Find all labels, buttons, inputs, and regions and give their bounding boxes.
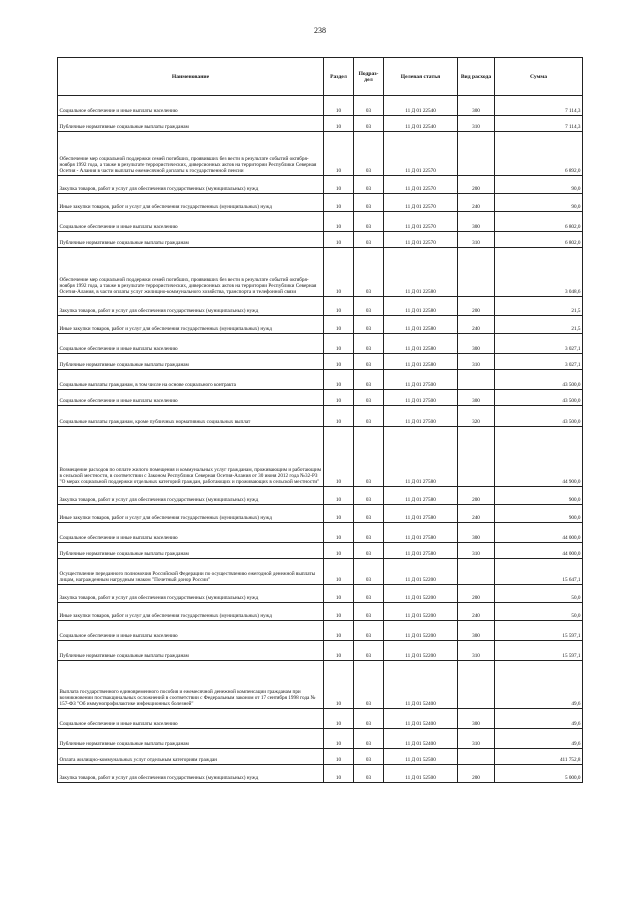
cell-razdel: 10 — [324, 406, 354, 427]
cell-sum: 43 500,0 — [495, 390, 583, 406]
table-row — [58, 505, 583, 523]
cell-target: 11 Д 01 22580 — [384, 354, 458, 370]
cell-target: 11 Д 01 52500 — [384, 765, 458, 783]
header-sum: Сумма — [495, 58, 583, 96]
cell-razdel: 10 — [324, 641, 354, 661]
table-row — [58, 729, 583, 749]
cell-podrazdel: 03 — [354, 621, 384, 641]
cell-razdel: 10 — [324, 194, 354, 212]
cell-vid: 200 — [458, 176, 495, 194]
cell-vid: 310 — [458, 232, 495, 248]
cell-sum: 49,6 — [495, 661, 583, 709]
cell-name: Осуществление переданного полномочия Российской Федерации по осуществлению ежегодной денежной выплаты лицам, награжденным нагрудным знаком "Почетный донор России" — [58, 559, 324, 585]
cell-sum: 50,0 — [495, 585, 583, 603]
cell-name: Публичные нормативные социальные выплаты гражданам — [58, 116, 324, 132]
cell-sum: 900,0 — [495, 487, 583, 505]
cell-vid: 310 — [458, 543, 495, 559]
table-row — [58, 248, 583, 297]
cell-sum: 43 500,0 — [495, 406, 583, 427]
table-row — [58, 709, 583, 729]
cell-vid: 200 — [458, 297, 495, 316]
cell-vid — [458, 370, 495, 390]
table-row — [58, 354, 583, 370]
cell-podrazdel: 03 — [354, 390, 384, 406]
cell-vid: 310 — [458, 116, 495, 132]
table-row — [58, 559, 583, 585]
cell-podrazdel: 03 — [354, 116, 384, 132]
table-row — [58, 585, 583, 603]
cell-vid: 310 — [458, 729, 495, 749]
cell-sum: 21,5 — [495, 316, 583, 334]
table-row — [58, 370, 583, 390]
cell-name: Обеспечение мер социальной поддержки семей погибших, проявивших без вести в результате событий октября-ноября 1992 года, а также в результате террористических, диверсионных актов на территории Республики Северная Осетия-Алания, в части оплаты услуг жилищно-коммунального хозяйства, транспорта и телефонной связи — [58, 248, 324, 297]
cell-razdel: 10 — [324, 621, 354, 641]
cell-name: Иные закупки товаров, работ и услуг для обеспечения государственных (муниципальных) нужд — [58, 505, 324, 523]
header-vid: Вид расхода — [458, 58, 495, 96]
cell-razdel: 10 — [324, 585, 354, 603]
cell-podrazdel: 03 — [354, 132, 384, 176]
cell-name: Обеспечение мер социальной поддержки семей погибших, проявивших без вести в результате событий октября-ноября 1992 года, а также в результате террористических, диверсионных актов на территории Республики Северная Осетия - Алания в части выплаты ежемесячной доплаты к государственной пенсии — [58, 132, 324, 176]
cell-name: Социальное обеспечение и иные выплаты населению — [58, 390, 324, 406]
cell-target: 11 Д 01 22540 — [384, 96, 458, 116]
cell-podrazdel: 03 — [354, 232, 384, 248]
cell-razdel: 10 — [324, 248, 354, 297]
table-row — [58, 523, 583, 543]
cell-name: Социальное обеспечение и иные выплаты населению — [58, 212, 324, 232]
cell-sum: 3 027,1 — [495, 334, 583, 354]
cell-vid: 200 — [458, 765, 495, 783]
cell-podrazdel: 03 — [354, 559, 384, 585]
cell-target: 11 Д 01 52200 — [384, 621, 458, 641]
cell-sum: 15 597,1 — [495, 621, 583, 641]
cell-vid: 300 — [458, 334, 495, 354]
cell-razdel: 10 — [324, 370, 354, 390]
cell-podrazdel: 03 — [354, 334, 384, 354]
cell-razdel: 10 — [324, 729, 354, 749]
cell-vid — [458, 749, 495, 765]
cell-target: 11 Д 01 22570 — [384, 176, 458, 194]
cell-sum: 900,0 — [495, 505, 583, 523]
cell-podrazdel: 03 — [354, 297, 384, 316]
cell-sum: 49,6 — [495, 729, 583, 749]
cell-razdel: 10 — [324, 523, 354, 543]
cell-podrazdel: 03 — [354, 487, 384, 505]
table-body — [58, 96, 583, 783]
header-name: Наименование — [58, 58, 324, 96]
cell-podrazdel: 03 — [354, 641, 384, 661]
cell-razdel: 10 — [324, 132, 354, 176]
table-row — [58, 132, 583, 176]
cell-podrazdel: 03 — [354, 212, 384, 232]
cell-name: Социальное обеспечение и иные выплаты населению — [58, 96, 324, 116]
cell-name: Закупка товаров, работ и услуг для обеспечения государственных (муниципальных) нужд — [58, 487, 324, 505]
cell-target: 11 Д 01 22580 — [384, 297, 458, 316]
cell-vid — [458, 559, 495, 585]
cell-name: Социальные выплаты гражданам, кроме публичных нормативных социальных выплат — [58, 406, 324, 427]
cell-razdel: 10 — [324, 354, 354, 370]
cell-razdel: 10 — [324, 212, 354, 232]
cell-name: Оплата жилищно-коммунальных услуг отдельным категориям граждан — [58, 749, 324, 765]
cell-sum: 49,6 — [495, 709, 583, 729]
cell-sum: 44 000,0 — [495, 543, 583, 559]
cell-target: 11 Д 01 27500 — [384, 406, 458, 427]
cell-podrazdel: 03 — [354, 661, 384, 709]
cell-sum: 7 114,3 — [495, 116, 583, 132]
table-row — [58, 390, 583, 406]
cell-name: Иные закупки товаров, работ и услуг для обеспечения государственных (муниципальных) нужд — [58, 603, 324, 621]
table-row — [58, 316, 583, 334]
cell-sum: 3 048,6 — [495, 248, 583, 297]
cell-name: Возмещение расходов по оплате жилого помещения и коммунальных услуг гражданам, проживающим и работающим в сельской местности, в соответствии с Законом Республики Северная Осетия-Алания от 30 июня 2012 года №32-РЗ "О мерах социальной поддержки отдельных категорий граждан, работающих и проживающих в сельской местности" — [58, 427, 324, 487]
cell-sum: 15 647,1 — [495, 559, 583, 585]
cell-podrazdel: 03 — [354, 585, 384, 603]
cell-sum: 3 027,1 — [495, 354, 583, 370]
table-row — [58, 487, 583, 505]
table-row — [58, 765, 583, 783]
cell-target: 11 Д 01 22570 — [384, 232, 458, 248]
cell-target: 11 Д 01 22570 — [384, 194, 458, 212]
cell-sum: 5 000,0 — [495, 765, 583, 783]
cell-name: Закупка товаров, работ и услуг для обеспечения государственных (муниципальных) нужд — [58, 585, 324, 603]
cell-target: 11 Д 01 27580 — [384, 523, 458, 543]
cell-razdel: 10 — [324, 316, 354, 334]
cell-name: Социальное обеспечение и иные выплаты населению — [58, 523, 324, 543]
cell-name: Публичные нормативные социальные выплаты гражданам — [58, 641, 324, 661]
cell-vid — [458, 427, 495, 487]
cell-target: 11 Д 01 52200 — [384, 641, 458, 661]
cell-name: Социальные выплаты гражданам, в том числе на основе социального контракта — [58, 370, 324, 390]
table-row — [58, 334, 583, 354]
cell-target: 11 Д 01 52500 — [384, 749, 458, 765]
cell-vid — [458, 661, 495, 709]
table-row — [58, 749, 583, 765]
cell-razdel: 10 — [324, 390, 354, 406]
cell-target: 11 Д 01 27500 — [384, 390, 458, 406]
cell-vid: 300 — [458, 390, 495, 406]
cell-name: Иные закупки товаров, работ и услуг для обеспечения государственных (муниципальных) нужд — [58, 316, 324, 334]
cell-name: Социальное обеспечение и иные выплаты населению — [58, 334, 324, 354]
cell-target: 11 Д 01 27580 — [384, 427, 458, 487]
cell-razdel: 10 — [324, 297, 354, 316]
cell-target: 11 Д 01 27500 — [384, 370, 458, 390]
cell-razdel: 10 — [324, 603, 354, 621]
cell-podrazdel: 03 — [354, 709, 384, 729]
cell-name: Закупка товаров, работ и услуг для обеспечения государственных (муниципальных) нужд — [58, 297, 324, 316]
cell-target: 11 Д 01 22570 — [384, 132, 458, 176]
cell-sum: 15 597,1 — [495, 641, 583, 661]
cell-podrazdel: 03 — [354, 505, 384, 523]
cell-name: Публичные нормативные социальные выплаты гражданам — [58, 729, 324, 749]
cell-razdel: 10 — [324, 116, 354, 132]
cell-podrazdel: 03 — [354, 406, 384, 427]
table-row — [58, 406, 583, 427]
cell-vid: 300 — [458, 96, 495, 116]
cell-podrazdel: 03 — [354, 354, 384, 370]
cell-vid: 300 — [458, 523, 495, 543]
table-row — [58, 116, 583, 132]
cell-razdel: 10 — [324, 709, 354, 729]
table-row — [58, 603, 583, 621]
cell-vid: 310 — [458, 354, 495, 370]
cell-target: 11 Д 01 22580 — [384, 334, 458, 354]
budget-table — [57, 57, 583, 783]
cell-vid: 320 — [458, 406, 495, 427]
table-header — [58, 58, 583, 96]
cell-target: 11 Д 01 52400 — [384, 661, 458, 709]
cell-podrazdel: 03 — [354, 316, 384, 334]
cell-podrazdel: 03 — [354, 543, 384, 559]
table-row — [58, 543, 583, 559]
cell-target: 11 Д 01 22540 — [384, 116, 458, 132]
cell-vid: 240 — [458, 316, 495, 334]
cell-name: Закупка товаров, работ и услуг для обеспечения государственных (муниципальных) нужд — [58, 176, 324, 194]
cell-razdel: 10 — [324, 176, 354, 194]
cell-name: Социальное обеспечение и иные выплаты населению — [58, 709, 324, 729]
cell-vid: 300 — [458, 212, 495, 232]
cell-vid: 200 — [458, 585, 495, 603]
table-row — [58, 641, 583, 661]
cell-podrazdel: 03 — [354, 194, 384, 212]
cell-target: 11 Д 01 27580 — [384, 505, 458, 523]
cell-target: 11 Д 01 27580 — [384, 543, 458, 559]
cell-sum: 90,0 — [495, 176, 583, 194]
cell-podrazdel: 03 — [354, 523, 384, 543]
cell-sum: 411 752,8 — [495, 749, 583, 765]
cell-sum: 6 802,0 — [495, 212, 583, 232]
cell-podrazdel: 03 — [354, 176, 384, 194]
cell-razdel: 10 — [324, 661, 354, 709]
cell-name: Закупка товаров, работ и услуг для обеспечения государственных (муниципальных) нужд — [58, 765, 324, 783]
cell-podrazdel: 03 — [354, 749, 384, 765]
cell-razdel: 10 — [324, 232, 354, 248]
cell-name: Публичные нормативные социальные выплаты гражданам — [58, 232, 324, 248]
cell-name: Выплата государственного единовременного пособия и ежемесячной денежной компенсации гражданам при возникновении поствакцинальных осложнений в соответствии с Федеральным законом от 17 сентября 1998 года № 157-ФЗ "Об иммунопрофилактике инфекционных болезней" — [58, 661, 324, 709]
cell-podrazdel: 03 — [354, 427, 384, 487]
cell-razdel: 10 — [324, 96, 354, 116]
table-row — [58, 194, 583, 212]
cell-razdel: 10 — [324, 543, 354, 559]
cell-vid — [458, 132, 495, 176]
cell-sum: 44 900,0 — [495, 427, 583, 487]
cell-name: Публичные нормативные социальные выплаты гражданам — [58, 354, 324, 370]
cell-sum: 21,5 — [495, 297, 583, 316]
cell-vid: 310 — [458, 641, 495, 661]
table-row — [58, 621, 583, 641]
cell-sum: 6 892,0 — [495, 132, 583, 176]
table-row — [58, 212, 583, 232]
cell-vid: 240 — [458, 603, 495, 621]
cell-vid: 240 — [458, 194, 495, 212]
cell-target: 11 Д 01 22570 — [384, 212, 458, 232]
cell-podrazdel: 03 — [354, 370, 384, 390]
cell-vid — [458, 248, 495, 297]
cell-sum: 50,0 — [495, 603, 583, 621]
table-row — [58, 96, 583, 116]
cell-target: 11 Д 01 52200 — [384, 603, 458, 621]
cell-vid: 200 — [458, 487, 495, 505]
table-row — [58, 297, 583, 316]
cell-razdel: 10 — [324, 487, 354, 505]
cell-sum: 7 114,3 — [495, 96, 583, 116]
cell-razdel: 10 — [324, 334, 354, 354]
cell-sum: 6 802,0 — [495, 232, 583, 248]
cell-name: Публичные нормативные социальные выплаты гражданам — [58, 543, 324, 559]
cell-razdel: 10 — [324, 765, 354, 783]
cell-podrazdel: 03 — [354, 96, 384, 116]
table-row — [58, 427, 583, 487]
cell-vid: 300 — [458, 709, 495, 729]
table-row — [58, 232, 583, 248]
cell-podrazdel: 03 — [354, 729, 384, 749]
cell-razdel: 10 — [324, 505, 354, 523]
cell-name: Социальное обеспечение и иные выплаты населению — [58, 621, 324, 641]
cell-target: 11 Д 01 22580 — [384, 316, 458, 334]
cell-podrazdel: 03 — [354, 248, 384, 297]
cell-vid: 300 — [458, 621, 495, 641]
cell-target: 11 Д 01 52400 — [384, 729, 458, 749]
cell-target: 11 Д 01 52200 — [384, 559, 458, 585]
cell-razdel: 10 — [324, 427, 354, 487]
cell-sum: 90,0 — [495, 194, 583, 212]
cell-podrazdel: 03 — [354, 603, 384, 621]
cell-sum: 43 500,0 — [495, 370, 583, 390]
cell-target: 11 Д 01 27580 — [384, 487, 458, 505]
header-target: Целевая статья — [384, 58, 458, 96]
page-number: 238 — [314, 26, 326, 35]
table-row — [58, 661, 583, 709]
cell-podrazdel: 03 — [354, 765, 384, 783]
cell-razdel: 10 — [324, 749, 354, 765]
table-row — [58, 176, 583, 194]
cell-target: 11 Д 01 52400 — [384, 709, 458, 729]
cell-razdel: 10 — [324, 559, 354, 585]
cell-vid: 240 — [458, 505, 495, 523]
header-razdel: Раздел — [324, 58, 354, 96]
cell-target: 11 Д 01 52200 — [384, 585, 458, 603]
header-podrazdel: Подраз-дел — [354, 58, 384, 96]
cell-sum: 44 000,0 — [495, 523, 583, 543]
cell-name: Иные закупки товаров, работ и услуг для обеспечения государственных (муниципальных) нужд — [58, 194, 324, 212]
cell-target: 11 Д 01 22580 — [384, 248, 458, 297]
